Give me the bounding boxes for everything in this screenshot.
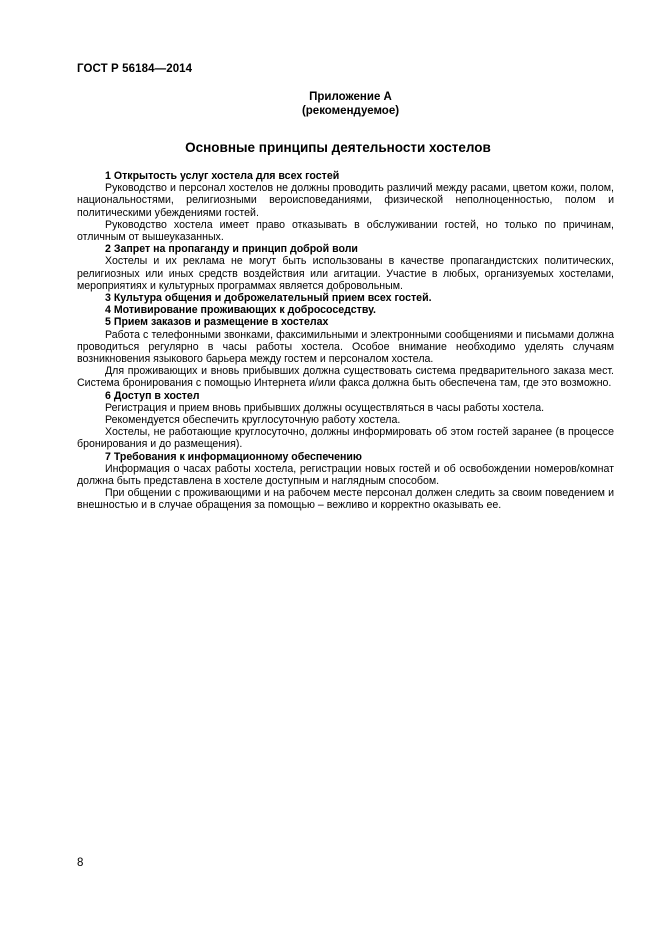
- paragraph: Информация о часах работы хостела, регистрации новых гостей и об освобождении номеров/комнат должна быть представлена в хостеле доступным и наглядным способом.: [77, 462, 614, 488]
- paragraph: При общении с проживающими и на рабочем месте персонал должен следить за своим поведением и внешностью и в случае обращения за помощью – вежливо и корректно оказывать ее.: [77, 487, 614, 512]
- section-heading: 1 Открытость услуг хостела для всех гостей: [105, 170, 340, 182]
- section-heading: 4 Мотивирование проживающих к добрососедству.: [105, 304, 376, 317]
- body-text: [77, 170, 614, 512]
- section-heading: 5 Прием заказов и размещение в хостелах: [105, 316, 329, 329]
- document-code-header: ГОСТ Р 56184—2014: [77, 63, 193, 75]
- paragraph: Регистрация и прием вновь прибывших должны осуществляться в часы работы хостела.: [105, 401, 545, 414]
- paragraph: Хостелы и их реклама не могут быть использованы в качестве пропагандистских политических, религиозных или иных средств воздействия или агитации. Участие в любых, организуемых хостелами, мероприятиях и культурных программах является добровольным.: [77, 255, 614, 292]
- paragraph: Хостелы, не работающие круглосуточно, должны информировать об этом гостей заранее (в процессе бронирования и до размещения).: [77, 426, 614, 451]
- section-heading: 2 Запрет на пропаганду и принцип доброй воли: [105, 243, 358, 256]
- section-heading: 6 Доступ в хостел: [105, 389, 200, 402]
- paragraph: Руководство и персонал хостелов не должны проводить различий между расами, цветом кожи, полом, национальностями, религиозными вероисповеданиями, физической неполноценностью, полом и политическими убеждениями гостей.: [77, 182, 614, 219]
- paragraph: Рекомендуется обеспечить круглосуточную работу хостела.: [105, 414, 401, 427]
- paragraph: Руководство хостела имеет право отказывать в обслуживании гостей, но только по причинам, отличным от вышеуказанных.: [77, 218, 614, 244]
- annex-title: Приложение А: [309, 91, 392, 103]
- annex-status: (рекомендуемое): [301, 105, 400, 117]
- paragraph: Работа с телефонными звонками, факсимильными и электронными сообщениями и письмами должна проводиться регулярно в часы работы хостела. Особое внимание необходимо уделять случаям возникновения языкового барьера между гостем и персоналом хостела.: [77, 328, 614, 366]
- section-heading: 3 Культура общения и доброжелательный прием всех гостей.: [105, 292, 432, 305]
- annex-block: [0, 90, 661, 118]
- paragraph: Для проживающих и вновь прибывших должна существовать система предварительного заказа мест. Система бронирования с помощью Интернета и/или факса должна быть обеспечена там, где это возможно.: [77, 365, 614, 390]
- section-heading: 7 Требования к информационному обеспечению: [105, 450, 362, 463]
- main-title: Основные принципы деятельности хостелов: [185, 140, 491, 155]
- page-number: 8: [77, 857, 84, 869]
